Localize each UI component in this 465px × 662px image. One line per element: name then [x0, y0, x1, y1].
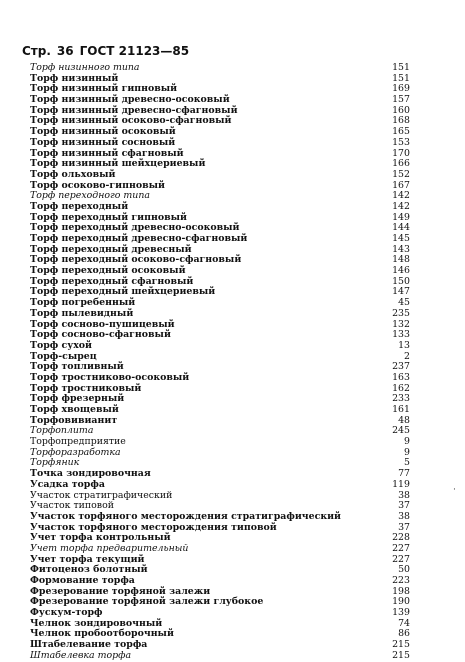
index-page-number: 227 [392, 542, 410, 554]
index-term: Торф низинный осоково-сфагновый [30, 115, 232, 127]
index-page-number: 165 [392, 126, 410, 138]
index-page-number: 146 [392, 265, 410, 277]
index-page-number: 38 [398, 489, 410, 501]
index-term: Штабелевание торфа [30, 639, 148, 651]
index-term: Торф переходного типа [30, 190, 150, 202]
index-page-number: 151 [392, 62, 410, 73]
index-term: Участок торфяного месторождения типовой [30, 521, 277, 533]
index-term: Торф сосново-пушицевый [30, 318, 175, 330]
index-entry [30, 138, 410, 149]
index-term: Торф переходный древесный [30, 243, 192, 255]
index-page-number: 119 [392, 478, 410, 490]
index-page-number: 9 [404, 446, 410, 458]
index-page-number: 150 [392, 275, 410, 287]
index-entry [30, 448, 410, 459]
index-page-number: 143 [392, 243, 410, 255]
index-term: Торф фрезерный [30, 393, 125, 405]
index-term: Торф погребенный [30, 297, 136, 309]
index-term: Фитоценоз болотный [30, 564, 148, 576]
page-header [22, 44, 195, 58]
index-term: Челнок зондировочный [30, 617, 163, 629]
index-term: Торф тростниково-осоковый [30, 371, 190, 383]
index-page-number: 223 [392, 575, 410, 586]
index-entry [30, 309, 410, 320]
index-term: Штабелевка торфа [30, 649, 132, 661]
index-entry [30, 480, 410, 491]
index-page-number: 168 [392, 115, 410, 127]
index-page-number: 9 [404, 436, 410, 448]
index-page-number: 170 [392, 147, 410, 159]
index-page-number: 37 [398, 500, 410, 512]
index-page-number: 74 [398, 617, 410, 629]
index-term: Торф осоково-гипновый [30, 179, 165, 191]
index-term: Торф сосново-сфагновый [30, 329, 171, 341]
index-term: Торф переходный сфагновый [30, 275, 194, 287]
index-term: Торф тростниковый [30, 382, 142, 394]
index-term: Торф низинный осоковый [30, 126, 176, 138]
index-page-number: 86 [398, 628, 410, 640]
index-page-number: 152 [392, 168, 410, 180]
index-page-number: 235 [392, 307, 410, 319]
index-page-number: 161 [392, 404, 410, 415]
index-term: Участок типовой [30, 500, 114, 512]
index-term: Усадка торфа [30, 478, 105, 490]
index-term: Торф ольховый [30, 168, 116, 180]
index-page-number: 142 [392, 190, 410, 202]
index-page-number: 132 [392, 318, 410, 330]
index-page-number: 162 [392, 382, 410, 394]
index-term: Торф переходный [30, 200, 129, 212]
index-page-number: 169 [392, 83, 410, 95]
index-term: Участок стратиграфический [30, 489, 173, 501]
index-term: Торф топливный [30, 361, 124, 373]
index-term: Торфяник [30, 457, 80, 469]
index-page-number: 149 [392, 211, 410, 223]
index-term: Формование торфа [30, 575, 135, 586]
index-page-number: 215 [392, 649, 410, 661]
index-page-number: 237 [392, 361, 410, 373]
index-term: Торф пылевидный [30, 307, 134, 319]
index-page-number: 50 [398, 564, 410, 576]
index-term: Фускум-торф [30, 607, 103, 619]
index-term: Торф низинный шейхцериевый [30, 158, 206, 170]
index-term: Торф низинный древесно-сфагновый [30, 104, 238, 116]
index-term: Участок торфяного месторождения стратиграфический [30, 510, 342, 522]
index-term: Торф низинный [30, 72, 119, 84]
index-term: Торфовивианит [30, 414, 118, 426]
index-term: Торфоплита [30, 425, 94, 437]
index-page-number: 190 [392, 596, 410, 608]
index-page-number: 160 [392, 104, 410, 116]
index-page-number: 147 [392, 286, 410, 298]
index-page-number: 148 [392, 254, 410, 266]
index-entry [30, 512, 410, 523]
index-entry [30, 170, 410, 181]
index-term: Торф переходный древесно-осоковый [30, 222, 240, 234]
index-term: Торф переходный шейхцериевый [30, 286, 216, 298]
index-term: Торф низинный древесно-осоковый [30, 94, 230, 106]
page-number: 36 [56, 44, 74, 58]
index-term: Учет торфа предварительный [30, 542, 189, 554]
index-page-number: 228 [392, 532, 410, 544]
index-term: Торф-сырец [30, 350, 97, 362]
index-page-number: 151 [392, 72, 410, 84]
index-term: Торф переходный осоковый [30, 265, 186, 277]
index-page-number: 133 [392, 329, 410, 341]
index-page-number: 153 [392, 136, 410, 148]
index-entry [30, 651, 410, 662]
page-label: Стр. [22, 44, 51, 58]
index-term: Точка зондировочная [30, 468, 151, 480]
index-term: Торф низинный сфагновый [30, 147, 184, 159]
standard-designation: ГОСТ 21123—85 [79, 44, 190, 58]
index-term: Торфопредприятие [30, 436, 126, 448]
index-page-number: 139 [392, 607, 410, 619]
index-term: Фрезерование торфяной залежи [30, 585, 211, 597]
index-page-number: 166 [392, 158, 410, 170]
index-page-number: 145 [392, 233, 410, 244]
index-term: Торф низинный сосновый [30, 136, 176, 148]
index-page-number: 245 [392, 425, 410, 437]
index-page-number: 198 [392, 585, 410, 597]
index-term: Торф переходный гипновый [30, 211, 187, 223]
index-page-number: 77 [398, 468, 410, 480]
index-term: Торф низинный гипновый [30, 83, 178, 95]
index-list [30, 63, 410, 662]
index-entry [30, 341, 410, 352]
index-term: Торф переходный древесно-сфагновый [30, 233, 248, 244]
index-page-number: 215 [392, 639, 410, 651]
index-page-number: 38 [398, 510, 410, 522]
index-page-number: 5 [404, 457, 410, 469]
index-term: Торф сухой [30, 339, 93, 351]
index-page-number: 142 [392, 200, 410, 212]
index-page-number: 37 [398, 521, 410, 533]
index-term: Торф переходный осоково-сфагновый [30, 254, 242, 266]
index-page-number: 167 [392, 179, 410, 191]
index-page-number: 2 [404, 350, 410, 362]
index-page-number: 13 [398, 339, 410, 351]
index-term: Фрезерование торфяной залежи глубокое [30, 596, 264, 608]
index-term: Учет торфа текущий [30, 553, 145, 565]
index-page-number: 163 [392, 371, 410, 383]
index-page-number: 157 [392, 94, 410, 106]
index-term: Учет торфа контрольный [30, 532, 171, 544]
index-page-number: 48 [398, 414, 410, 426]
margin-mark: · [453, 485, 456, 495]
index-term: Торф хвощевый [30, 404, 119, 415]
index-term: Торф низинного типа [30, 62, 140, 73]
index-page-number: 227 [392, 553, 410, 565]
index-page-number: 45 [398, 297, 410, 309]
index-page-number: 144 [392, 222, 410, 234]
index-page-number: 233 [392, 393, 410, 405]
index-term: Челнок пробоотборочный [30, 628, 174, 640]
index-term: Торфоразработка [30, 446, 121, 458]
